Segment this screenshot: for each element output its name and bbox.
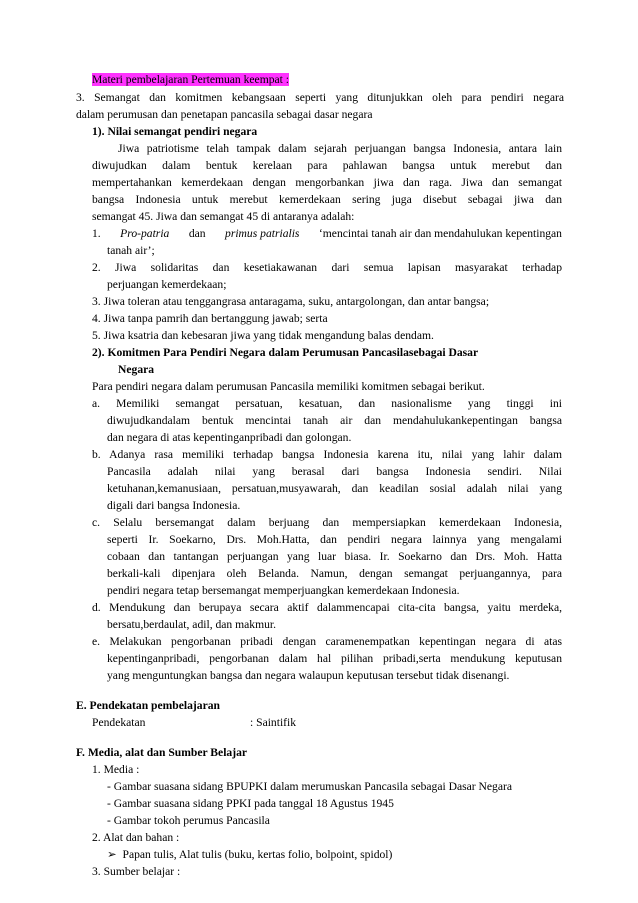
list-item: 1. Media : — [92, 763, 140, 776]
media-item: - Gambar suasana sidang PPKI pada tanggal 18 Agustus 1945 — [107, 797, 394, 810]
list-item-continuation: diwujudkandalam bentuk mencintai tanah air dan mendahulukankepentingan bangsa — [107, 414, 562, 427]
list-item-continuation: berkali-kali dipenjara oleh Belanda. Namun, dengan semangat perjuangannya, para — [107, 567, 562, 580]
paragraph-line: mempertahankan kemerdekaan dengan mengorbankan jiwa dan raga. Jiwa dan semangat — [92, 176, 562, 189]
paragraph-line: Para pendiri negara dalam perumusan Pancasila memiliki komitmen sebagai berikut. — [92, 380, 485, 393]
list-item: a. Memiliki semangat persatuan, kesatuan, dan nasionalisme yang tinggi ini — [92, 397, 562, 410]
paragraph-line: semangat 45. Jiwa dan semangat 45 di antaranya adalah: — [92, 210, 355, 223]
section-heading: E. Pendekatan pembelajaran — [76, 699, 220, 712]
intro-line: dalam perumusan dan penetapan pancasila sebagai dasar negara — [76, 108, 373, 121]
list-item-continuation: seperti Ir. Soekarno, Drs. Moh.Hatta, dan pendiri negara lainnya yang mengalami — [107, 533, 562, 546]
field-label: Pendekatan — [92, 716, 146, 729]
list-item-continuation: pendiri negara tetap bersemangat memperjuangkan kemerdekaan Indonesia. — [107, 584, 460, 597]
term-pro-patria: Pro-patria — [120, 227, 170, 240]
section-heading: 2). Komitmen Para Pendiri Negara dalam Perumusan Pancasilasebagai Dasar — [92, 346, 479, 359]
list-item: 1. Pro-patria dan primus patrialis ‘mencintai tanah air dan mendahulukan kepentingan — [92, 226, 562, 243]
list-item-continuation: digali dari bangsa Indonesia. — [107, 499, 241, 512]
list-item: 2. Alat dan bahan : — [92, 831, 180, 844]
list-item: d. Mendukung dan berupaya secara aktif dalammencapai cita-cita bangsa, yaitu merdeka, — [92, 601, 562, 614]
section-heading: F. Media, alat dan Sumber Belajar — [76, 746, 248, 759]
arrow-bullet-icon: ➢ — [107, 848, 117, 861]
list-item-continuation: perjuangan kemerdekaan; — [107, 278, 227, 291]
topic-label: Materi pembelajaran Pertemuan keempat : — [92, 73, 290, 86]
list-item: 3. Jiwa toleran atau tenggangrasa antaragama, suku, antargolongan, dan antar bangsa; — [92, 295, 490, 308]
list-item: 2. Jiwa solidaritas dan kesetiakawanan dari semua lapisan masyarakat terhadap — [92, 261, 562, 274]
list-item: 3. Sumber belajar : — [92, 865, 181, 878]
paragraph-line: Jiwa patriotisme telah tampak dalam sejarah perjuangan bangsa Indonesia, antara lain — [118, 142, 562, 155]
list-item-continuation: ketuhanan,kemanusiaan, persatuan,musyawarah, dan keadilan sosial adalah nilai yang — [107, 482, 562, 495]
list-item-continuation: bersatu,berdaulat, adil, dan makmur. — [107, 618, 277, 631]
intro-line: 3. Semangat dan komitmen kebangsaan seperti yang ditunjukkan oleh para pendiri negara — [76, 91, 564, 104]
paragraph-line: diwujudkan dalam bentuk kerelaan para pahlawan bangsa untuk merebut dan — [92, 159, 562, 172]
list-item-continuation: dan negara di atas kepentinganpribadi dan golongan. — [107, 431, 352, 444]
list-item: c. Selalu bersemangat dalam berjuang dan mempersiapkan kemerdekaan Indonesia, — [92, 516, 562, 529]
section-heading: Negara — [118, 363, 155, 376]
field-value: : Saintifik — [250, 716, 297, 729]
list-item: 5. Jiwa ksatria dan kebesaran jiwa yang tidak mengandung balas dendam. — [92, 329, 434, 342]
term-primus-patrialis: primus patrialis — [225, 227, 300, 240]
bullet-item: ➢ Papan tulis, Alat tulis (buku, kertas folio, bolpoint, spidol) — [107, 848, 393, 861]
list-item: b. Adanya rasa memiliki terhadap bangsa Indonesia karena itu, nilai yang lahir dalam — [92, 448, 562, 461]
media-item: - Gambar tokoh perumus Pancasila — [107, 814, 270, 827]
list-item-continuation: tanah air’; — [107, 244, 155, 257]
media-item: - Gambar suasana sidang BPUPKI dalam merumuskan Pancasila sebagai Dasar Negara — [107, 780, 513, 793]
list-item-continuation: cobaan dan tantangan perjuangan yang luar biasa. Ir. Soekarno dan Drs. Moh. Hatta — [107, 550, 562, 563]
list-item-continuation: Pancasila adalah nilai yang berasal dari bangsa Indonesia sendiri. Nilai — [107, 465, 562, 478]
list-number: 1. — [92, 227, 101, 240]
list-item-continuation: kepentinganpribadi, pengorbanan dalam hal pilihan pribadi,serta mendukung keputusan — [107, 652, 562, 665]
list-item: e. Melakukan pengorbanan pribadi dengan caramenempatkan kepentingan negara di atas — [92, 635, 562, 648]
paragraph-line: bangsa Indonesia untuk merebut kemerdekaan sering juga disebut sebagai jiwa dan — [92, 193, 562, 206]
list-item-continuation: yang menguntungkan bangsa dan negara walaupun keputusan tersebut tidak disenangi. — [107, 669, 510, 682]
list-item: 4. Jiwa tanpa pamrih dan bertanggung jawab; serta — [92, 312, 328, 325]
section-heading: 1). Nilai semangat pendiri negara — [92, 125, 258, 138]
